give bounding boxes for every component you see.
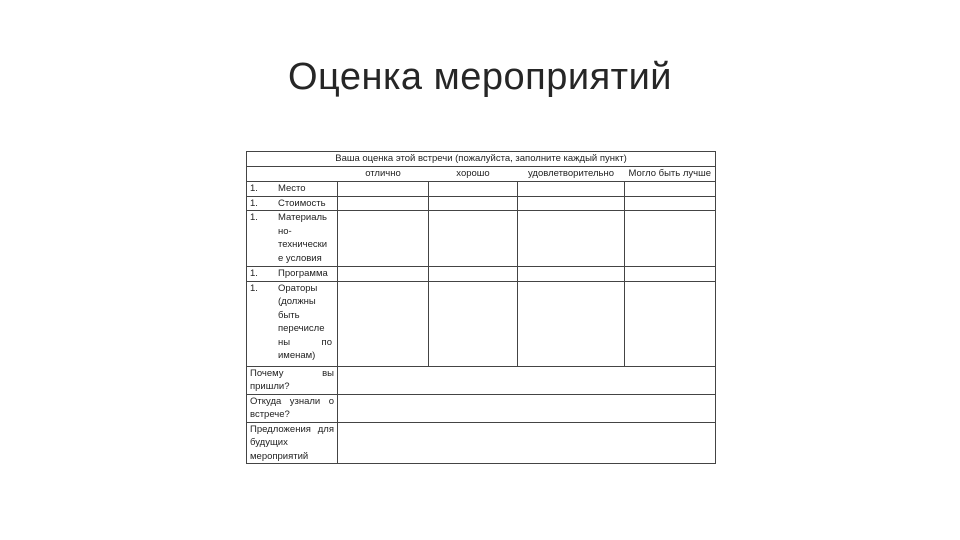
- table-row: [247, 366, 716, 394]
- answer-cell[interactable]: [338, 422, 716, 464]
- item-cell: [247, 281, 338, 366]
- item-cell: [247, 196, 338, 211]
- table-row: [247, 281, 716, 366]
- rating-cell[interactable]: [625, 196, 716, 211]
- rating-cell[interactable]: [429, 267, 518, 282]
- table-row: [247, 422, 716, 464]
- slide-title: Оценка мероприятий: [287, 56, 673, 98]
- rating-cell[interactable]: [429, 196, 518, 211]
- item-label: Место: [278, 183, 306, 194]
- col-could-be-better: Могло быть лучше: [625, 166, 716, 182]
- rating-cell[interactable]: [518, 267, 625, 282]
- item-cell: [247, 211, 338, 267]
- empty-header-cell: [247, 166, 338, 182]
- item-number: 1.: [250, 183, 258, 194]
- question-suggestions: Предложения для будущих мероприятий: [247, 422, 338, 464]
- rating-cell[interactable]: [625, 211, 716, 267]
- item-number: 1.: [250, 282, 258, 294]
- answer-cell[interactable]: [338, 366, 716, 394]
- rating-cell[interactable]: [518, 182, 625, 197]
- col-satisfactory: удовлетворительно: [518, 166, 625, 182]
- rating-cell[interactable]: [338, 267, 429, 282]
- table-row: [247, 196, 716, 211]
- rating-cell[interactable]: [518, 211, 625, 267]
- item-cell: [247, 267, 338, 282]
- rating-cell[interactable]: [338, 182, 429, 197]
- table-row: [247, 267, 716, 282]
- col-excellent: отлично: [338, 166, 429, 182]
- item-number: 1.: [250, 212, 258, 223]
- table-header-row: [247, 152, 716, 167]
- rating-cell[interactable]: [429, 281, 518, 366]
- rating-cell[interactable]: [625, 267, 716, 282]
- rating-columns-row: [247, 166, 716, 182]
- col-good: хорошо: [429, 166, 518, 182]
- item-label: Материаль но-технически е условия: [278, 212, 328, 264]
- rating-cell[interactable]: [338, 196, 429, 211]
- rating-cell[interactable]: [338, 281, 429, 366]
- item-number: 1.: [250, 197, 258, 209]
- evaluation-table: [246, 151, 716, 464]
- question-why-came: Почему вы пришли?: [247, 366, 338, 394]
- table-header: Ваша оценка этой встречи (пожалуйста, заполните каждый пункт): [247, 152, 716, 167]
- table-row: [247, 394, 716, 422]
- rating-cell[interactable]: [625, 281, 716, 366]
- rating-cell[interactable]: [518, 281, 625, 366]
- table-row: [247, 182, 716, 197]
- answer-cell[interactable]: [338, 394, 716, 422]
- rating-cell[interactable]: [625, 182, 716, 197]
- question-how-learned: Откуда узнали о встрече?: [247, 394, 338, 422]
- item-label: Ораторы (должны быть перечисле ны по именам): [278, 282, 332, 361]
- item-number: 1.: [250, 268, 258, 279]
- rating-cell[interactable]: [429, 211, 518, 267]
- rating-cell[interactable]: [429, 182, 518, 197]
- item-label: Программа: [278, 268, 328, 279]
- item-cell: [247, 182, 338, 197]
- item-label: Стоимость: [278, 197, 326, 209]
- rating-cell[interactable]: [518, 196, 625, 211]
- rating-cell[interactable]: [338, 211, 429, 267]
- table-row: [247, 211, 716, 267]
